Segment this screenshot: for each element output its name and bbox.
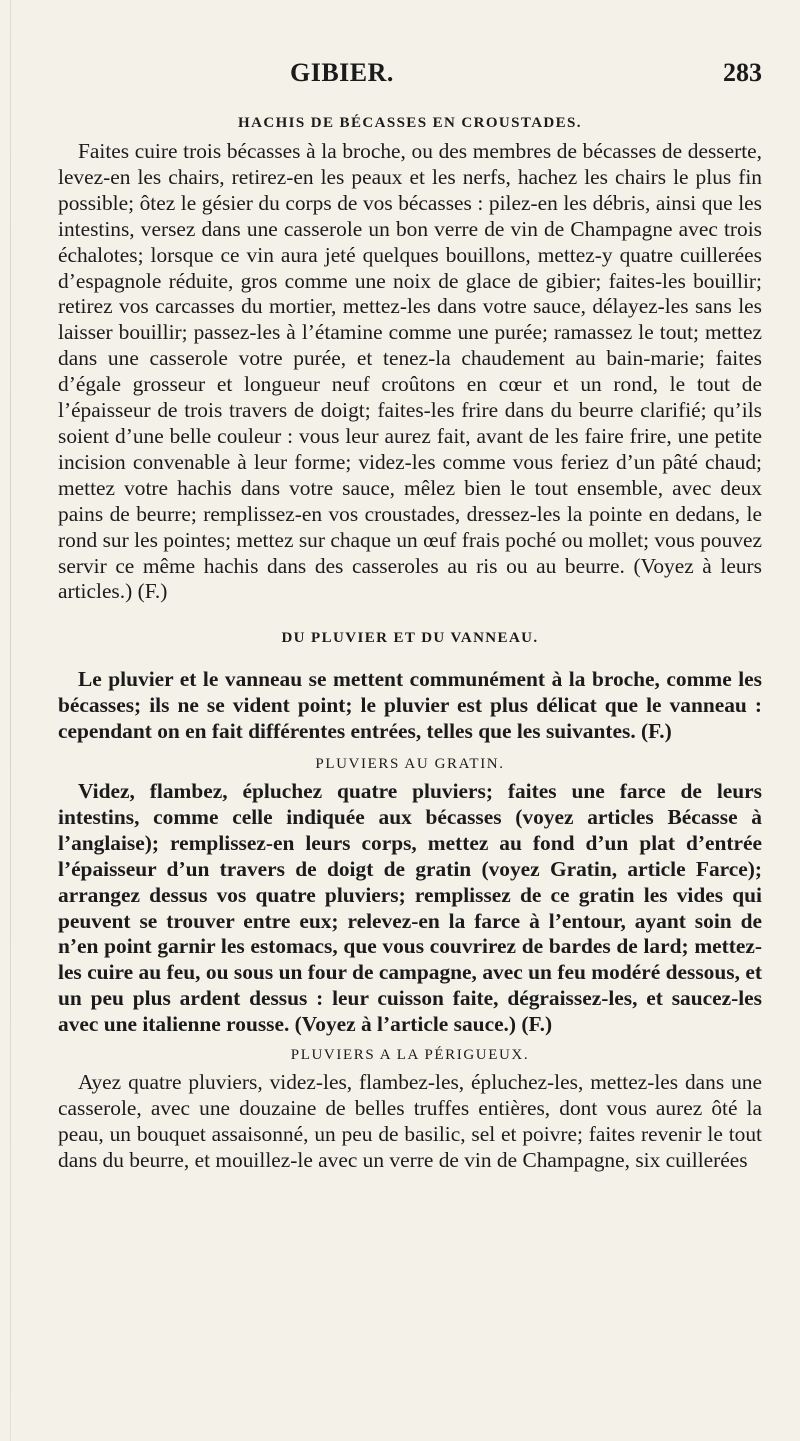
section-title-pluvier: DU PLUVIER ET DU VANNEAU. <box>281 630 539 647</box>
running-head: GIBIER. <box>290 58 394 87</box>
paragraph-pluvier: Le pluvier et le vanneau se mettent communément à la broche, comme les bécasses; ils ne se vident point; le pluvier est plus délicat que le vanneau : cependant on en fait différentes entrées, telles que les suivantes. (F.) <box>58 667 762 744</box>
page-header <box>60 58 762 98</box>
page-gutter-line <box>10 0 11 1441</box>
paragraph-hachis: Faites cuire trois bécasses à la broche, ou des membres de bécasses de desserte, levez-en les chairs, retirez-en les peaux et les nerfs, hachez les chairs le plus fin possible; ôtez le gésier du corps de vos bécasses : pilez-en les débris, ainsi que les intestins, versez dans une casserole un bon verre de vin de Champagne avec trois échalotes; lorsque ce vin aura jeté quelques bouillons, mettez-y quatre cuillerées d’espagnole réduite, gros comme une noix de glace de gibier; faites-les bouillir; retirez vos carcasses du mortier, mettez-les dans votre sauce, délayez-les sans les laisser bouillir; passez-les à l’étamine comme une purée; ramassez le tout; mettez dans une casserole votre purée, et tenez-la chaudement au bain-marie; faites d’égale grosseur et longueur neuf croûtons en cœur et un rond, le tout de l’épaisseur de trois travers de doigt; faites-les frire dans du beurre clarifié; qu’ils soient d’une belle couleur : vous leur aurez fait, avant de les faire frire, une petite incision convenable à leur forme; videz-les comme vous feriez d’un pâté chaud; mettez votre hachis dans votre sauce, mêlez bien le tout ensemble, avec deux pains de beurre; remplissez-en vos croustades, dressez-les la pointe en dedans, le rond sur les pointes; mettez sur chaque un œuf frais poché ou mollet; vous pouvez servir ce même hachis dans des casseroles au ris ou au beurre. (Voyez à leurs articles.) (F.) <box>58 139 762 604</box>
section-title-hachis: HACHIS DE BÉCASSES EN CROUSTADES. <box>238 115 582 131</box>
page-number: 283 <box>723 58 762 87</box>
section-title-perigueux: PLUVIERS A LA PÉRIGUEUX. <box>290 1047 530 1064</box>
paragraph-gratin: Videz, flambez, épluchez quatre pluviers; faites une farce de leurs intestins, comme celle indiquée aux bécasses (voyez articles Bécasse à l’anglaise); remplissez-en leurs corps, mettez au fond d’un plat d’entrée l’épaisseur d’un travers de doigt de gratin (voyez Gratin, article Farce); arrangez dessus vos quatre pluviers; remplissez de ce gratin les vides qui peuvent se trouver entre eux; relevez-en la farce à l’entour, ayant soin de n’en point garnir les estomacs, que vous couvrirez de bardes de lard; mettez-les cuire au feu, ou sous un four de campagne, avec un feu modéré dessous, et un peu plus ardent dessus : leur cuisson faite, dégraissez-les, et saucez-les avec une italienne rousse. (Voyez à l’article sauce.) (F.) <box>58 779 762 1037</box>
section-title-gratin: PLUVIERS AU GRATIN. <box>315 756 505 773</box>
paragraph-perigueux: Ayez quatre pluviers, videz-les, flambez-les, épluchez-les, mettez-les dans une casserole, avec une douzaine de belles truffes entières, dont vous aurez ôté la peau, un bouquet assaisonné, un peu de basilic, sel et poivre; faites revenir le tout dans du beurre, et mouillez-le avec un verre de vin de Champagne, six cuillerées <box>58 1070 762 1172</box>
page-body <box>58 112 762 1174</box>
